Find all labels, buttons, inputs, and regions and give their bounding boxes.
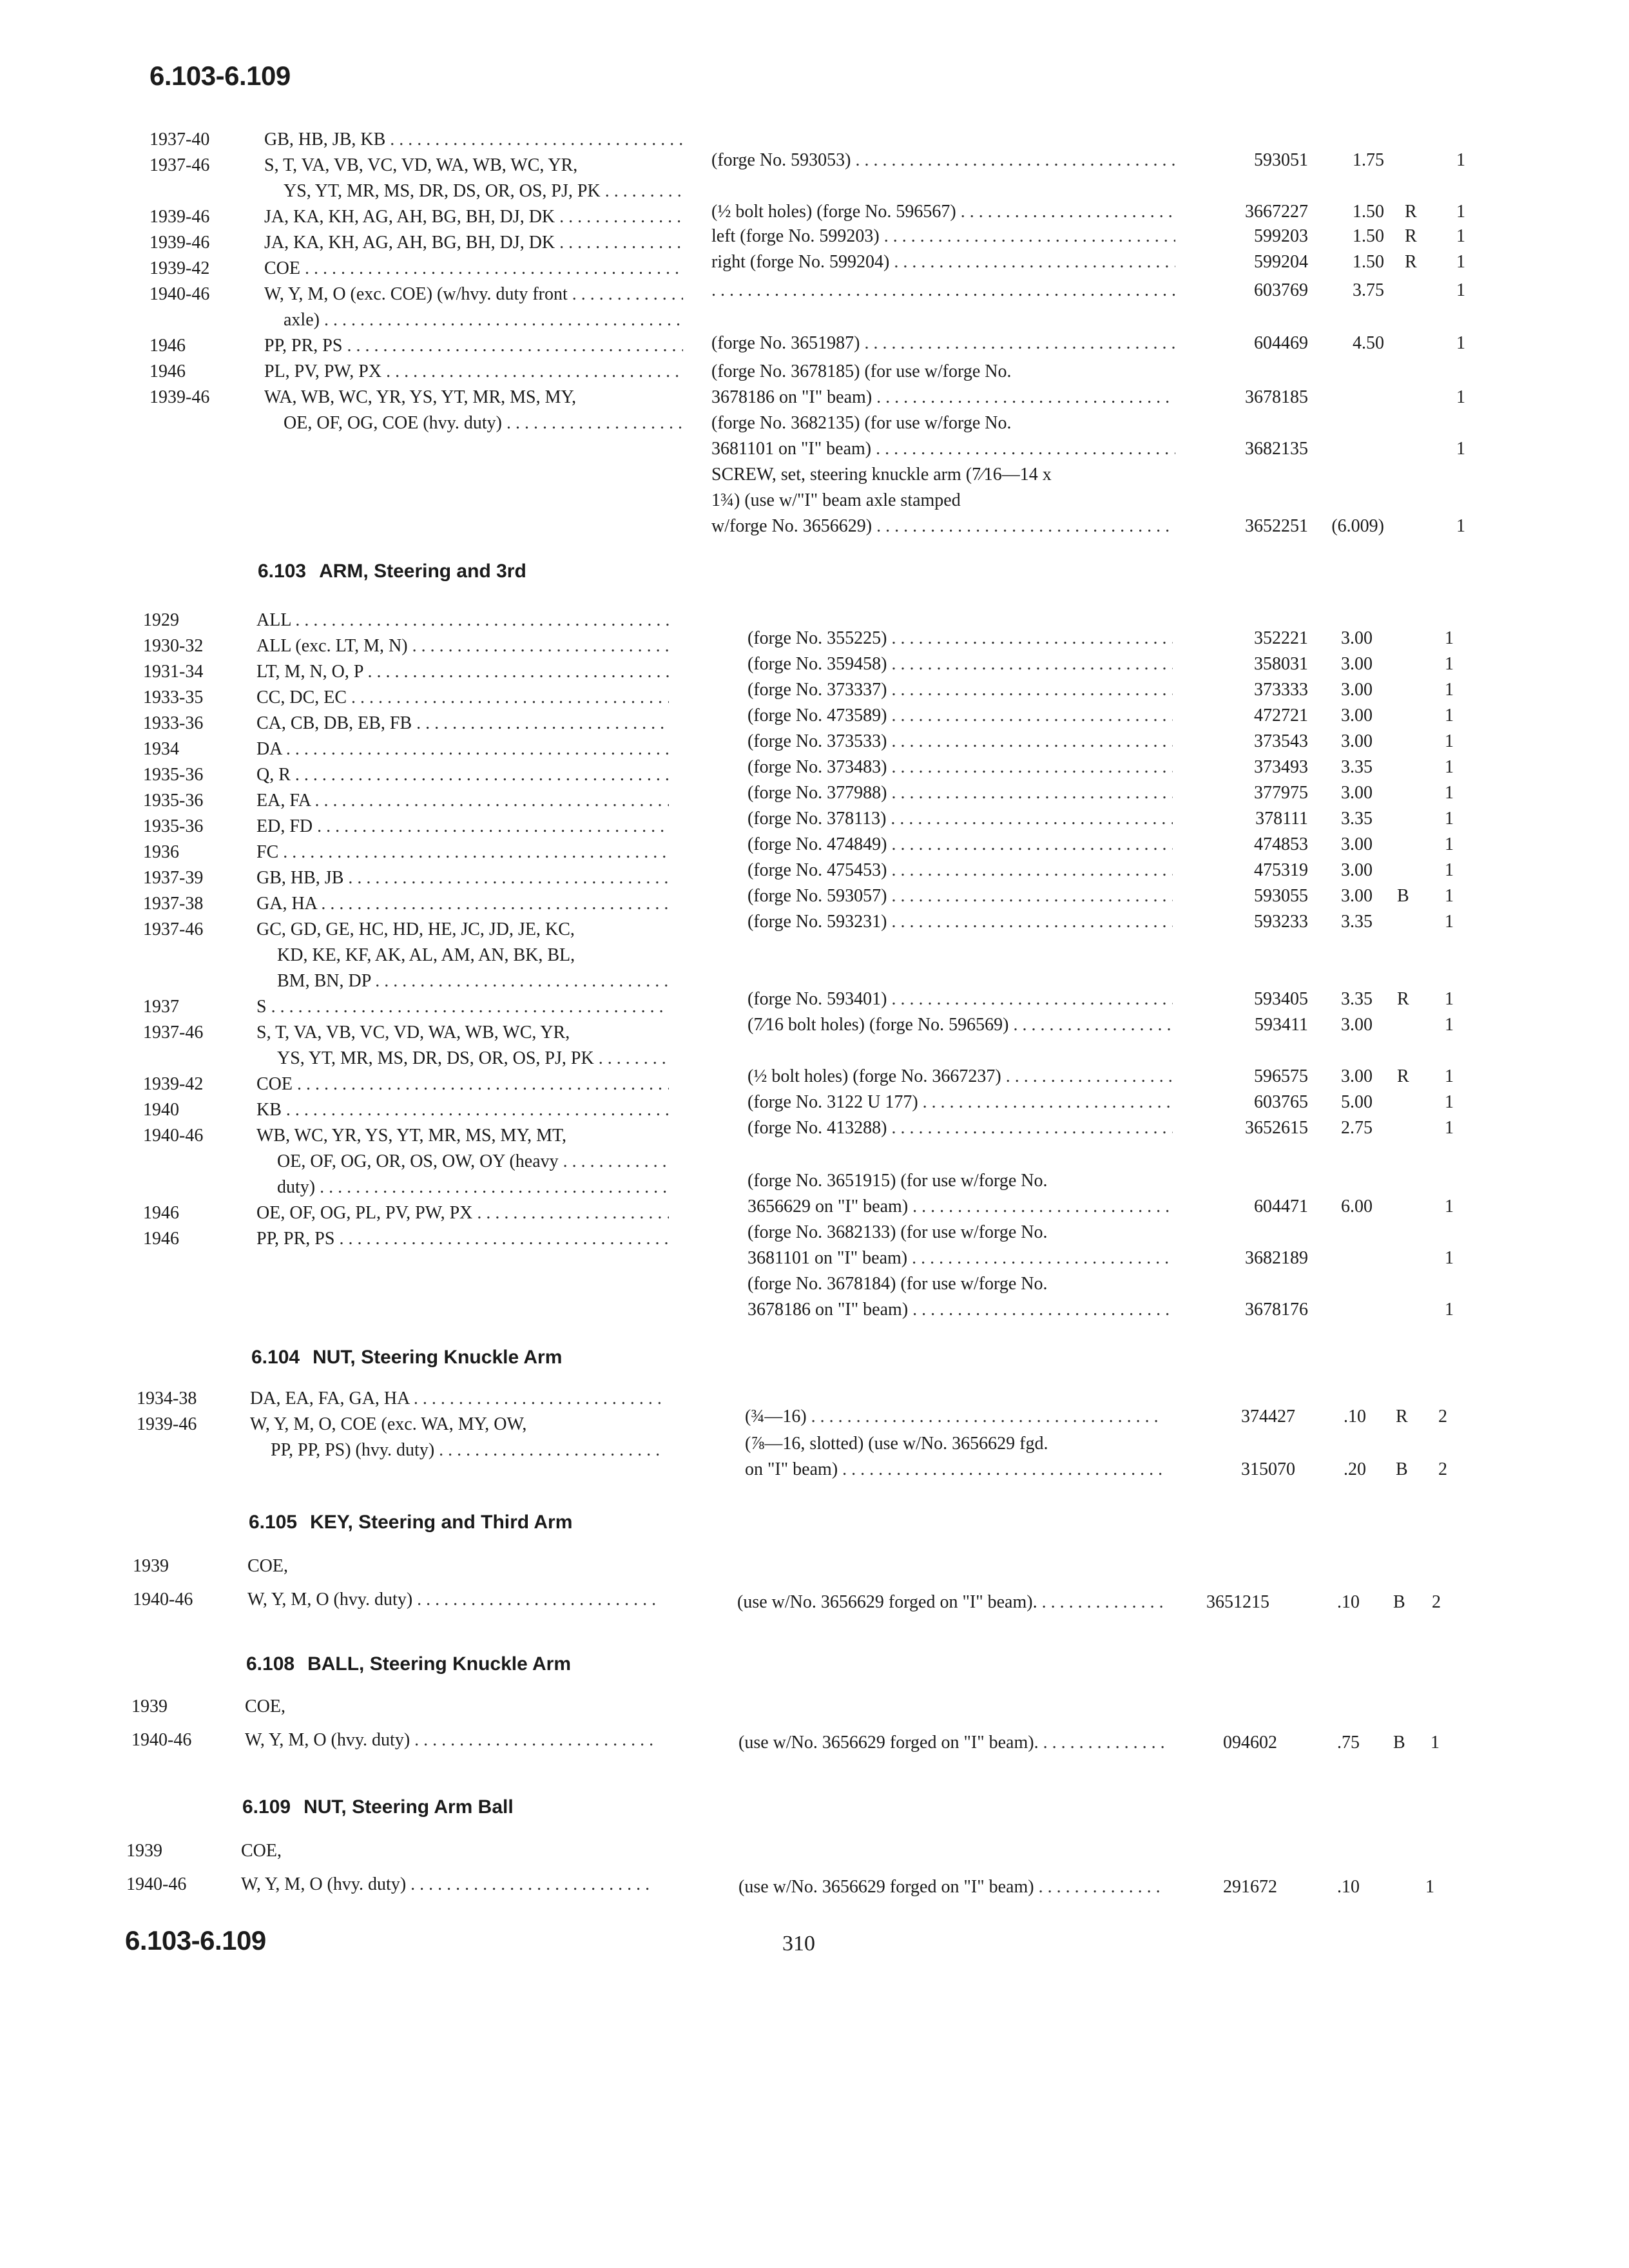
quantity: 1: [1445, 860, 1454, 880]
quantity: 1: [1445, 680, 1454, 700]
quantity: 1: [1456, 439, 1465, 459]
part-number: 378111: [1255, 809, 1308, 829]
quantity: 1: [1445, 628, 1454, 648]
part-number: 373333: [1254, 680, 1308, 700]
list-price: 3.00: [1341, 834, 1373, 854]
quantity: 1: [1456, 150, 1465, 170]
list-price: 2.75: [1341, 1118, 1373, 1138]
part-number: 593055: [1254, 886, 1308, 906]
model-list: WA, WB, WC, YR, YS, YT, MR, MS, MY,: [264, 387, 577, 407]
part-number: 358031: [1254, 654, 1308, 674]
year-range: 1939-46: [149, 387, 210, 407]
part-description: (use w/No. 3656629 forged on "I" beam). . . .: [737, 1589, 1162, 1616]
section-title-6-103: 6.103 ARM, Steering and 3rd: [258, 561, 526, 582]
model-list: CC, DC, EC . . .: [256, 684, 669, 711]
model-list: COE,: [241, 1841, 282, 1861]
model-list: W, Y, M, O (hvy. duty) . . .: [247, 1586, 660, 1613]
list-price: 3.00: [1341, 783, 1373, 803]
part-number: 3651215: [1206, 1592, 1269, 1612]
quantity: 1: [1456, 280, 1465, 300]
year-range: 1935-36: [143, 765, 204, 785]
model-list: YS, YT, MR, MS, DR, DS, OR, OS, PJ, PK . . .: [277, 1045, 669, 1072]
model-list: OE, OF, OG, COE (hvy. duty) . . .: [284, 410, 683, 437]
part-description: (forge No. 359458) . . .: [747, 651, 1173, 678]
quantity: 1: [1445, 783, 1454, 803]
price-code: R: [1405, 226, 1417, 246]
list-price: 3.00: [1341, 628, 1373, 648]
part-number: 3682189: [1245, 1248, 1308, 1268]
list-price: .75: [1337, 1733, 1360, 1753]
list-price: .10: [1337, 1877, 1360, 1897]
year-range: 1931-34: [143, 662, 204, 682]
part-description: (forge No. 373533) . . .: [747, 728, 1173, 755]
model-list: OE, OF, OG, PL, PV, PW, PX . . .: [256, 1200, 669, 1227]
quantity: 1: [1445, 1092, 1454, 1112]
part-number: 3682135: [1245, 439, 1308, 459]
quantity: 1: [1445, 706, 1454, 726]
model-list: W, Y, M, O, COE (exc. WA, MY, OW,: [250, 1414, 527, 1434]
part-description: (forge No. 355225) . . .: [747, 625, 1173, 652]
list-price: 3.35: [1341, 989, 1373, 1009]
part-description: (forge No. 593401) . . .: [747, 986, 1173, 1013]
part-number: 603765: [1254, 1092, 1308, 1112]
part-description: 3681101 on "I" beam) . . .: [747, 1245, 1173, 1272]
year-range: 1946: [143, 1229, 179, 1249]
price-code: R: [1405, 252, 1417, 272]
quantity: 2: [1432, 1592, 1441, 1612]
part-description: (forge No. 593057) . . .: [747, 883, 1173, 910]
model-list: JA, KA, KH, AG, AH, BG, BH, DJ, DK . . .: [264, 204, 683, 231]
part-description: 3678186 on "I" beam) . . .: [747, 1296, 1173, 1323]
model-list: GB, HB, JB, KB . . .: [264, 126, 683, 153]
part-number: 094602: [1223, 1733, 1277, 1753]
part-description: 3681101 on "I" beam) . . .: [711, 436, 1175, 463]
list-price: 1.75: [1353, 150, 1384, 170]
part-description: 1¾) (use w/"I" beam axle stamped: [711, 490, 961, 510]
quantity: 1: [1456, 202, 1465, 222]
model-list: ALL (exc. LT, M, N) . . .: [256, 633, 669, 660]
list-price: 3.35: [1341, 757, 1373, 777]
part-description: (¾—16) . . .: [745, 1403, 1164, 1430]
part-description: (forge No. 3682135) (for use w/forge No.: [711, 413, 1012, 433]
year-range: 1937-46: [143, 1023, 204, 1043]
part-number: 593051: [1254, 150, 1308, 170]
part-number: 593405: [1254, 989, 1308, 1009]
part-description: (½ bolt holes) (forge No. 3667237) . . .: [747, 1063, 1173, 1090]
quantity: 1: [1445, 886, 1454, 906]
list-price: .20: [1344, 1459, 1366, 1479]
part-description: right (forge No. 599204) . . .: [711, 249, 1175, 276]
model-list: duty) . . .: [277, 1174, 669, 1201]
quantity: 1: [1456, 252, 1465, 272]
year-range: 1933-36: [143, 713, 204, 733]
part-number: 3652251: [1245, 516, 1308, 536]
model-list: DA, EA, FA, GA, HA . . .: [250, 1385, 662, 1412]
model-list: W, Y, M, O (hvy. duty) . . .: [245, 1727, 657, 1754]
part-number: 315070: [1241, 1459, 1295, 1479]
part-number: 291672: [1223, 1877, 1277, 1897]
part-description: (⅞—16, slotted) (use w/No. 3656629 fgd.: [745, 1434, 1048, 1454]
year-range: 1939: [131, 1696, 168, 1716]
model-list: S . . .: [256, 994, 669, 1021]
model-list: PP, PR, PS . . .: [256, 1225, 669, 1253]
year-range: 1940: [143, 1100, 179, 1120]
part-description: (forge No. 3651987) . . .: [711, 330, 1175, 357]
year-range: 1939: [133, 1556, 169, 1576]
quantity: 1: [1456, 226, 1465, 246]
year-range: 1940-46: [143, 1126, 204, 1146]
quantity: 1: [1445, 757, 1454, 777]
part-number: 603769: [1254, 280, 1308, 300]
quantity: 1: [1445, 989, 1454, 1009]
year-range: 1939-46: [149, 233, 210, 253]
quantity: 1: [1445, 912, 1454, 932]
year-range: 1933-35: [143, 687, 204, 707]
part-description: (forge No. 3122 U 177) . . .: [747, 1089, 1173, 1116]
list-price: 3.75: [1353, 280, 1384, 300]
model-list: COE,: [245, 1696, 285, 1716]
model-list: COE . . .: [264, 255, 683, 282]
quantity: 1: [1445, 731, 1454, 751]
year-range: 1937-40: [149, 130, 210, 149]
price-code: R: [1405, 202, 1417, 222]
list-price: 3.00: [1341, 886, 1373, 906]
year-range: 1934-38: [137, 1389, 197, 1408]
list-price: (6.009): [1331, 516, 1384, 536]
list-price: 1.50: [1353, 252, 1384, 272]
part-number: 373493: [1254, 757, 1308, 777]
year-range: 1934: [143, 739, 179, 759]
part-number: 472721: [1254, 706, 1308, 726]
quantity: 1: [1445, 1118, 1454, 1138]
quantity: 1: [1445, 1248, 1454, 1268]
part-number: 599203: [1254, 226, 1308, 246]
model-list: W, Y, M, O (hvy. duty) . . .: [241, 1871, 653, 1898]
model-list: COE,: [247, 1556, 288, 1576]
quantity: 2: [1438, 1459, 1447, 1479]
list-price: 1.50: [1353, 202, 1384, 222]
part-description: left (forge No. 599203) . . .: [711, 223, 1175, 250]
part-description: (forge No. 378113) . . .: [747, 805, 1173, 832]
model-list: Q, R . . .: [256, 762, 669, 789]
year-range: 1937-39: [143, 868, 204, 888]
part-description: (forge No. 373337) . . .: [747, 677, 1173, 704]
part-number: 604469: [1254, 333, 1308, 353]
model-list: LT, M, N, O, P . . .: [256, 658, 669, 686]
list-price: 3.00: [1341, 731, 1373, 751]
part-description: (forge No. 3651915) (for use w/forge No.: [747, 1171, 1048, 1191]
year-range: 1939-46: [149, 207, 210, 227]
part-description: (forge No. 593231) . . .: [747, 908, 1173, 936]
part-description: (forge No. 377988) . . .: [747, 780, 1173, 807]
part-number: 373543: [1254, 731, 1308, 751]
quantity: 1: [1445, 1300, 1454, 1320]
list-price: .10: [1344, 1407, 1366, 1427]
part-description: (forge No. 413288) . . .: [747, 1115, 1173, 1142]
part-description: (forge No. 474849) . . .: [747, 831, 1173, 858]
list-price: 3.35: [1341, 912, 1373, 932]
year-range: 1935-36: [143, 816, 204, 836]
section-title-6-105: 6.105 KEY, Steering and Third Arm: [249, 1512, 573, 1533]
model-list: KD, KE, KF, AK, AL, AM, AN, BK, BL,: [277, 945, 575, 965]
year-range: 1929: [143, 610, 179, 630]
part-number: 352221: [1254, 628, 1308, 648]
model-list: JA, KA, KH, AG, AH, BG, BH, DJ, DK . . .: [264, 229, 683, 256]
quantity: 1: [1431, 1733, 1440, 1753]
year-range: 1937: [143, 997, 179, 1017]
page-header-top: 6.103-6.109: [149, 61, 291, 91]
list-price: 3.00: [1341, 1066, 1373, 1086]
year-range: 1937-46: [143, 919, 204, 939]
price-code: B: [1393, 1733, 1405, 1753]
part-number: 593411: [1255, 1015, 1308, 1035]
year-range: 1936: [143, 842, 179, 862]
part-number: 593233: [1254, 912, 1308, 932]
model-list: KB . . .: [256, 1097, 669, 1124]
model-list: GA, HA . . .: [256, 890, 669, 918]
year-range: 1939-42: [143, 1074, 204, 1094]
list-price: 3.00: [1341, 654, 1373, 674]
price-code: R: [1396, 1407, 1408, 1427]
year-range: 1946: [143, 1203, 179, 1223]
part-number: 604471: [1254, 1196, 1308, 1216]
year-range: 1937-46: [149, 155, 210, 175]
model-list: GB, HB, JB . . .: [256, 865, 669, 892]
part-description: 3678186 on "I" beam) . . .: [711, 384, 1175, 411]
model-list: YS, YT, MR, MS, DR, DS, OR, OS, PJ, PK . . .: [284, 178, 683, 205]
year-range: 1946: [149, 336, 186, 356]
model-list: EA, FA . . .: [256, 787, 669, 814]
model-list: DA . . .: [256, 736, 669, 763]
year-range: 1935-36: [143, 791, 204, 811]
model-list: CA, CB, DB, EB, FB . . .: [256, 710, 669, 737]
year-range: 1940-46: [131, 1730, 192, 1750]
year-range: 1939: [126, 1841, 162, 1861]
part-description: (forge No. 373483) . . .: [747, 754, 1173, 781]
page-number: 310: [782, 1932, 815, 1956]
quantity: 1: [1445, 809, 1454, 829]
list-price: 4.50: [1353, 333, 1384, 353]
model-list: ED, FD . . .: [256, 813, 669, 840]
part-description: (forge No. 473589) . . .: [747, 702, 1173, 729]
price-code: B: [1397, 886, 1409, 906]
list-price: 1.50: [1353, 226, 1384, 246]
page-header-bottom: 6.103-6.109: [125, 1925, 266, 1956]
section-title-6-104: 6.104 NUT, Steering Knuckle Arm: [251, 1347, 563, 1368]
part-number: 596575: [1254, 1066, 1308, 1086]
year-range: 1940-46: [126, 1874, 187, 1894]
list-price: 6.00: [1341, 1196, 1373, 1216]
part-description: 3656629 on "I" beam) . . .: [747, 1193, 1173, 1220]
part-number: 474853: [1254, 834, 1308, 854]
part-number: 3678185: [1245, 387, 1308, 407]
model-list: PP, PR, PS . . .: [264, 332, 683, 360]
quantity: 1: [1425, 1877, 1434, 1897]
price-code: B: [1396, 1459, 1408, 1479]
quantity: 1: [1445, 834, 1454, 854]
year-range: 1946: [149, 361, 186, 381]
model-list: PP, PP, PS) (hvy. duty) . . .: [271, 1437, 662, 1464]
list-price: .10: [1337, 1592, 1360, 1612]
part-description: (forge No. 3682133) (for use w/forge No.: [747, 1222, 1048, 1242]
model-list: S, T, VA, VB, VC, VD, WA, WB, WC, YR,: [256, 1023, 570, 1043]
year-range: 1937-38: [143, 894, 204, 914]
model-list: PL, PV, PW, PX . . .: [264, 358, 683, 385]
part-number: 374427: [1241, 1407, 1295, 1427]
part-description: (use w/No. 3656629 forged on "I" beam) . . .: [738, 1874, 1164, 1901]
model-list: FC . . .: [256, 839, 669, 866]
part-description: (use w/No. 3656629 forged on "I" beam). . . .: [738, 1729, 1164, 1756]
year-range: 1940-46: [133, 1590, 193, 1610]
part-number: 377975: [1254, 783, 1308, 803]
model-list: OE, OF, OG, OR, OS, OW, OY (heavy . . .: [277, 1148, 669, 1175]
model-list: BM, BN, DP . . .: [277, 968, 669, 995]
list-price: 3.00: [1341, 680, 1373, 700]
part-number: 599204: [1254, 252, 1308, 272]
part-description: (½ bolt holes) (forge No. 596567) . . .: [711, 198, 1175, 226]
section-title-6-108: 6.108 BALL, Steering Knuckle Arm: [246, 1653, 572, 1675]
list-price: 3.00: [1341, 860, 1373, 880]
year-range: 1939-46: [137, 1414, 197, 1434]
part-description: (7⁄16 bolt holes) (forge No. 596569) . . .: [747, 1012, 1173, 1039]
price-code: R: [1397, 989, 1409, 1009]
part-description: [711, 277, 1175, 304]
quantity: 1: [1456, 516, 1465, 536]
quantity: 1: [1445, 1196, 1454, 1216]
section-title-6-109: 6.109 NUT, Steering Arm Ball: [242, 1796, 514, 1818]
list-price: 3.00: [1341, 1015, 1373, 1035]
model-list: axle) . . .: [284, 307, 683, 334]
year-range: 1940-46: [149, 284, 210, 304]
part-description: (forge No. 3678184) (for use w/forge No.: [747, 1274, 1048, 1294]
part-description: (forge No. 475453) . . .: [747, 857, 1173, 884]
part-number: 475319: [1254, 860, 1308, 880]
part-number: 3667227: [1245, 202, 1308, 222]
part-number: 3678176: [1245, 1300, 1308, 1320]
model-list: COE . . .: [256, 1071, 669, 1098]
list-price: 3.35: [1341, 809, 1373, 829]
model-list: W, Y, M, O (exc. COE) (w/hvy. duty front . . .: [264, 281, 683, 308]
model-list: GC, GD, GE, HC, HD, HE, JC, JD, JE, KC,: [256, 919, 575, 939]
price-code: R: [1397, 1066, 1409, 1086]
part-description: w/forge No. 3656629) . . .: [711, 513, 1175, 540]
model-list: WB, WC, YR, YS, YT, MR, MS, MY, MT,: [256, 1126, 566, 1146]
model-list: S, T, VA, VB, VC, VD, WA, WB, WC, YR,: [264, 155, 578, 175]
quantity: 1: [1445, 1015, 1454, 1035]
list-price: 3.00: [1341, 706, 1373, 726]
part-number: 3652615: [1245, 1118, 1308, 1138]
quantity: 1: [1456, 387, 1465, 407]
part-description: on "I" beam) . . .: [745, 1456, 1164, 1483]
part-description: (forge No. 593053) . . .: [711, 147, 1175, 174]
part-description: SCREW, set, steering knuckle arm (7⁄16—14 x: [711, 465, 1052, 485]
year-range: 1939-42: [149, 258, 210, 278]
list-price: 5.00: [1341, 1092, 1373, 1112]
quantity: 1: [1445, 654, 1454, 674]
quantity: 1: [1456, 333, 1465, 353]
model-list: ALL . . .: [256, 607, 669, 634]
quantity: 2: [1438, 1407, 1447, 1427]
part-description: (forge No. 3678185) (for use w/forge No.: [711, 361, 1012, 381]
year-range: 1930-32: [143, 636, 204, 656]
price-code: B: [1393, 1592, 1405, 1612]
quantity: 1: [1445, 1066, 1454, 1086]
